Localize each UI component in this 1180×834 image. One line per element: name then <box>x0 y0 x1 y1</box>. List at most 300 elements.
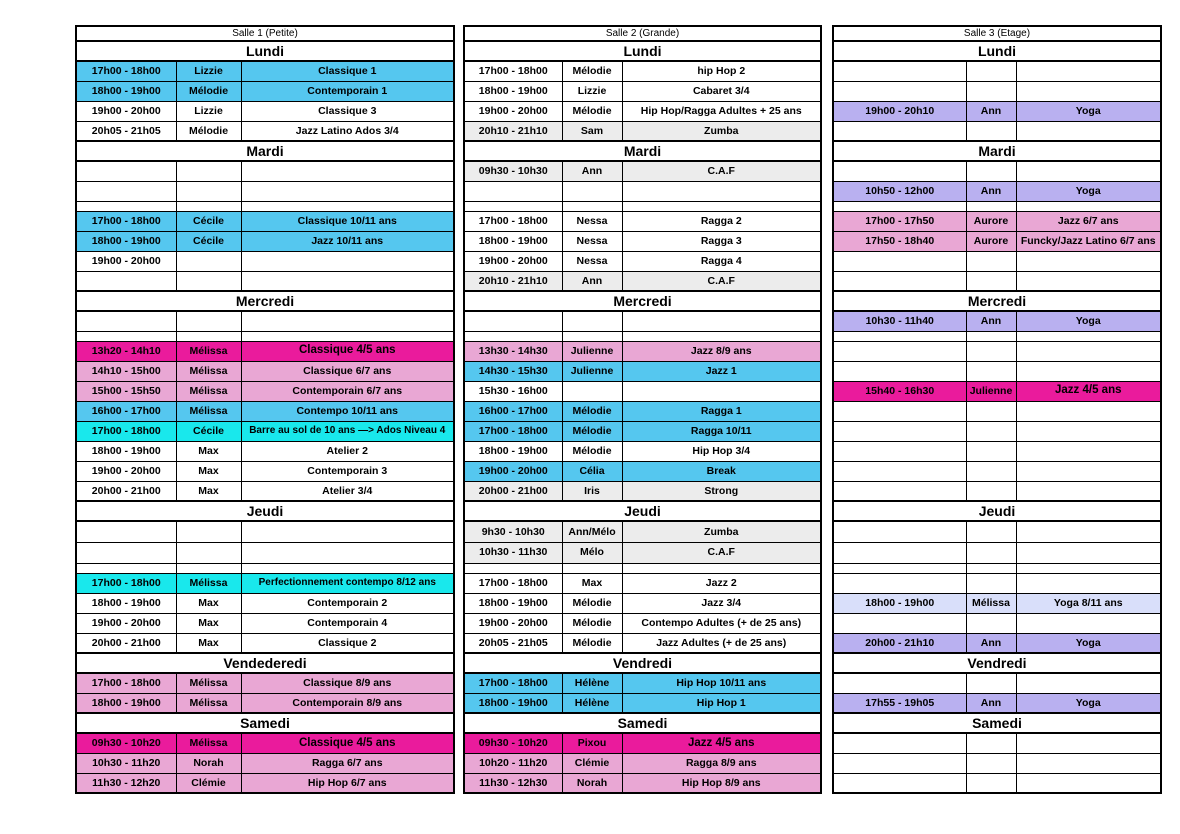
teacher-name: Ann <box>966 311 1016 331</box>
schedule-table <box>463 25 822 794</box>
course-name <box>1016 733 1161 753</box>
class-row <box>76 461 454 481</box>
class-row <box>833 753 1161 773</box>
time-slot: 17h00 - 18h00 <box>76 211 176 231</box>
course-name <box>241 161 454 181</box>
teacher-name <box>562 181 622 201</box>
teacher-name: Cécile <box>176 211 241 231</box>
teacher-name <box>966 161 1016 181</box>
day-header: Mardi <box>464 141 821 161</box>
time-slot: 18h00 - 19h00 <box>76 593 176 613</box>
course-name <box>1016 441 1161 461</box>
time-slot <box>833 161 966 181</box>
course-name: hip Hop 2 <box>622 61 821 81</box>
time-slot <box>833 341 966 361</box>
course-name: Jazz 3/4 <box>622 593 821 613</box>
time-slot <box>833 61 966 81</box>
course-name: Jazz 1 <box>622 361 821 381</box>
time-slot <box>464 311 562 331</box>
class-row <box>76 733 454 753</box>
class-row <box>833 271 1161 291</box>
class-row <box>76 753 454 773</box>
teacher-name <box>966 331 1016 341</box>
class-row <box>833 773 1161 793</box>
class-row <box>833 231 1161 251</box>
course-name: Hip Hop 10/11 ans <box>622 673 821 693</box>
course-name: Ragga 3 <box>622 231 821 251</box>
course-name: Ragga 8/9 ans <box>622 753 821 773</box>
schedule-table <box>75 25 455 794</box>
teacher-name: Nessa <box>562 251 622 271</box>
course-name: Contemporain 4 <box>241 613 454 633</box>
teacher-name <box>176 542 241 563</box>
class-row <box>464 542 821 563</box>
class-row <box>833 101 1161 121</box>
time-slot: 18h00 - 19h00 <box>76 231 176 251</box>
teacher-name: Mélodie <box>562 401 622 421</box>
class-row <box>464 101 821 121</box>
time-slot <box>833 401 966 421</box>
teacher-name <box>966 733 1016 753</box>
teacher-name <box>176 311 241 331</box>
time-slot: 09h30 - 10h30 <box>464 161 562 181</box>
course-name: Strong <box>622 481 821 501</box>
teacher-name <box>966 521 1016 542</box>
teacher-name <box>966 542 1016 563</box>
room-schedule-salle-1 <box>75 25 455 794</box>
time-slot: 17h00 - 18h00 <box>464 673 562 693</box>
class-row <box>76 251 454 271</box>
teacher-name: Cécile <box>176 231 241 251</box>
class-row <box>464 381 821 401</box>
day-header: Mardi <box>76 141 454 161</box>
class-row <box>464 341 821 361</box>
class-row <box>833 181 1161 201</box>
teacher-name <box>966 251 1016 271</box>
time-slot: 18h00 - 19h00 <box>464 441 562 461</box>
course-name <box>1016 331 1161 341</box>
time-slot <box>833 271 966 291</box>
time-slot <box>833 773 966 793</box>
class-row <box>833 461 1161 481</box>
time-slot: 14h30 - 15h30 <box>464 361 562 381</box>
class-row <box>833 211 1161 231</box>
class-row <box>464 521 821 542</box>
teacher-name <box>966 461 1016 481</box>
class-row <box>833 81 1161 101</box>
teacher-name: Mélo <box>562 542 622 563</box>
teacher-name: Mélodie <box>562 593 622 613</box>
class-row <box>464 693 821 713</box>
time-slot: 17h00 - 18h00 <box>464 61 562 81</box>
course-name: Jazz 10/11 ans <box>241 231 454 251</box>
day-header: Samedi <box>464 713 821 733</box>
class-row <box>833 251 1161 271</box>
time-slot <box>76 181 176 201</box>
class-row <box>833 401 1161 421</box>
course-name: Yoga <box>1016 311 1161 331</box>
class-row <box>833 693 1161 713</box>
teacher-name: Aurore <box>966 231 1016 251</box>
course-name: Hip Hop/Ragga Adultes + 25 ans <box>622 101 821 121</box>
course-name: Hip Hop 3/4 <box>622 441 821 461</box>
class-row <box>76 181 454 201</box>
class-row <box>464 201 821 211</box>
course-name <box>1016 563 1161 573</box>
course-name <box>1016 773 1161 793</box>
class-row <box>76 331 454 341</box>
teacher-name: Mélodie <box>562 633 622 653</box>
day-header: Mercredi <box>833 291 1161 311</box>
teacher-name <box>176 251 241 271</box>
course-name: Jazz Latino Ados 3/4 <box>241 121 454 141</box>
time-slot <box>833 201 966 211</box>
course-name <box>241 311 454 331</box>
class-row <box>76 381 454 401</box>
time-slot: 20h00 - 21h00 <box>76 633 176 653</box>
course-name <box>1016 271 1161 291</box>
time-slot: 19h00 - 20h00 <box>464 251 562 271</box>
time-slot: 20h00 - 21h10 <box>833 633 966 653</box>
course-name <box>241 271 454 291</box>
class-row <box>76 341 454 361</box>
time-slot <box>833 361 966 381</box>
class-row <box>833 733 1161 753</box>
class-row <box>833 341 1161 361</box>
course-name <box>622 331 821 341</box>
time-slot <box>833 753 966 773</box>
class-row <box>464 61 821 81</box>
class-row <box>464 231 821 251</box>
class-row <box>464 251 821 271</box>
time-slot: 17h00 - 18h00 <box>464 573 562 593</box>
class-row <box>464 211 821 231</box>
teacher-name: Ann <box>966 693 1016 713</box>
day-header: Samedi <box>76 713 454 733</box>
course-name <box>1016 201 1161 211</box>
teacher-name: Célia <box>562 461 622 481</box>
teacher-name <box>966 361 1016 381</box>
day-header: Lundi <box>464 41 821 61</box>
class-row <box>833 61 1161 81</box>
teacher-name <box>966 573 1016 593</box>
teacher-name: Julienne <box>966 381 1016 401</box>
course-name: Classique 3 <box>241 101 454 121</box>
class-row <box>76 573 454 593</box>
day-header: Samedi <box>833 713 1161 733</box>
time-slot: 20h05 - 21h05 <box>464 633 562 653</box>
time-slot <box>833 573 966 593</box>
course-name <box>1016 401 1161 421</box>
teacher-name: Mélodie <box>562 441 622 461</box>
class-row <box>76 121 454 141</box>
course-name: Hip Hop 8/9 ans <box>622 773 821 793</box>
course-name: Classique 2 <box>241 633 454 653</box>
time-slot: 20h10 - 21h10 <box>464 271 562 291</box>
teacher-name <box>176 181 241 201</box>
teacher-name <box>966 341 1016 361</box>
class-row <box>76 773 454 793</box>
time-slot: 18h00 - 19h00 <box>76 693 176 713</box>
class-row <box>76 441 454 461</box>
teacher-name <box>966 61 1016 81</box>
teacher-name <box>966 81 1016 101</box>
class-row <box>76 211 454 231</box>
course-name <box>622 311 821 331</box>
class-row <box>464 421 821 441</box>
course-name: Contempo 10/11 ans <box>241 401 454 421</box>
teacher-name: Nessa <box>562 211 622 231</box>
teacher-name <box>176 331 241 341</box>
time-slot: 17h00 - 17h50 <box>833 211 966 231</box>
class-row <box>464 181 821 201</box>
time-slot: 19h00 - 20h00 <box>76 251 176 271</box>
time-slot <box>833 733 966 753</box>
time-slot: 17h55 - 19h05 <box>833 693 966 713</box>
teacher-name <box>966 401 1016 421</box>
course-name: Break <box>622 461 821 481</box>
day-header: Mardi <box>833 141 1161 161</box>
time-slot: 20h00 - 21h00 <box>464 481 562 501</box>
teacher-name <box>966 271 1016 291</box>
course-name <box>1016 481 1161 501</box>
class-row <box>464 81 821 101</box>
teacher-name: Mélissa <box>966 593 1016 613</box>
class-row <box>76 421 454 441</box>
teacher-name: Hélène <box>562 693 622 713</box>
course-name: Contempo Adultes (+ de 25 ans) <box>622 613 821 633</box>
course-name: Yoga <box>1016 693 1161 713</box>
class-row <box>833 481 1161 501</box>
class-row <box>464 773 821 793</box>
class-row <box>464 481 821 501</box>
course-name: C.A.F <box>622 542 821 563</box>
class-row <box>464 311 821 331</box>
teacher-name: Mélissa <box>176 401 241 421</box>
teacher-name <box>966 753 1016 773</box>
time-slot <box>76 563 176 573</box>
teacher-name: Ann <box>562 271 622 291</box>
teacher-name <box>562 381 622 401</box>
teacher-name <box>966 201 1016 211</box>
class-row <box>833 521 1161 542</box>
teacher-name: Mélodie <box>562 101 622 121</box>
course-name <box>1016 251 1161 271</box>
time-slot: 20h05 - 21h05 <box>76 121 176 141</box>
time-slot <box>833 563 966 573</box>
teacher-name: Sam <box>562 121 622 141</box>
class-row <box>464 271 821 291</box>
course-name: Hip Hop 1 <box>622 693 821 713</box>
time-slot: 10h50 - 12h00 <box>833 181 966 201</box>
course-name <box>1016 341 1161 361</box>
course-name <box>1016 61 1161 81</box>
class-row <box>76 593 454 613</box>
class-row <box>833 441 1161 461</box>
room-title: Salle 2 (Grande) <box>464 26 821 41</box>
class-row <box>833 381 1161 401</box>
class-row <box>76 613 454 633</box>
teacher-name <box>562 331 622 341</box>
class-row <box>76 542 454 563</box>
teacher-name: Max <box>176 461 241 481</box>
course-name: C.A.F <box>622 161 821 181</box>
day-header: Vendredi <box>833 653 1161 673</box>
course-name <box>1016 753 1161 773</box>
day-header: Jeudi <box>464 501 821 521</box>
time-slot: 17h50 - 18h40 <box>833 231 966 251</box>
time-slot: 18h00 - 19h00 <box>76 81 176 101</box>
course-name: Jazz 8/9 ans <box>622 341 821 361</box>
class-row <box>833 613 1161 633</box>
class-row <box>833 421 1161 441</box>
day-header: Lundi <box>833 41 1161 61</box>
time-slot <box>76 521 176 542</box>
time-slot: 16h00 - 17h00 <box>464 401 562 421</box>
time-slot: 11h30 - 12h20 <box>76 773 176 793</box>
course-name <box>1016 121 1161 141</box>
teacher-name: Ann <box>966 101 1016 121</box>
teacher-name: Nessa <box>562 231 622 251</box>
time-slot: 19h00 - 20h00 <box>76 613 176 633</box>
teacher-name <box>966 481 1016 501</box>
day-header: Lundi <box>76 41 454 61</box>
time-slot <box>833 421 966 441</box>
time-slot <box>833 481 966 501</box>
teacher-name: Julienne <box>562 341 622 361</box>
class-row <box>76 633 454 653</box>
course-name <box>622 563 821 573</box>
teacher-name: Ann <box>966 181 1016 201</box>
time-slot <box>833 81 966 101</box>
time-slot: 19h00 - 20h00 <box>76 461 176 481</box>
class-row <box>464 593 821 613</box>
teacher-name: Ann <box>562 161 622 181</box>
teacher-name: Max <box>562 573 622 593</box>
course-name: Zumba <box>622 521 821 542</box>
course-name: Jazz 4/5 ans <box>1016 381 1161 401</box>
course-name <box>1016 573 1161 593</box>
class-row <box>76 563 454 573</box>
course-name: Contemporain 6/7 ans <box>241 381 454 401</box>
time-slot: 10h20 - 11h20 <box>464 753 562 773</box>
course-name <box>1016 461 1161 481</box>
course-name <box>241 542 454 563</box>
course-name: Contemporain 3 <box>241 461 454 481</box>
course-name: Contemporain 1 <box>241 81 454 101</box>
class-row <box>833 311 1161 331</box>
course-name: Ragga 1 <box>622 401 821 421</box>
teacher-name <box>966 563 1016 573</box>
time-slot: 10h30 - 11h20 <box>76 753 176 773</box>
time-slot <box>833 521 966 542</box>
class-row <box>833 573 1161 593</box>
teacher-name: Lizzie <box>176 61 241 81</box>
course-name <box>622 381 821 401</box>
teacher-name: Ann/Mélo <box>562 521 622 542</box>
time-slot: 14h10 - 15h00 <box>76 361 176 381</box>
course-name: Funcky/Jazz Latino 6/7 ans <box>1016 231 1161 251</box>
time-slot <box>833 441 966 461</box>
time-slot: 17h00 - 18h00 <box>76 673 176 693</box>
teacher-name: Mélodie <box>562 421 622 441</box>
class-row <box>76 81 454 101</box>
class-row <box>76 693 454 713</box>
course-name: Contemporain 8/9 ans <box>241 693 454 713</box>
time-slot <box>464 331 562 341</box>
class-row <box>833 331 1161 341</box>
class-row <box>76 361 454 381</box>
course-name <box>241 563 454 573</box>
time-slot: 15h30 - 16h00 <box>464 381 562 401</box>
time-slot: 18h00 - 19h00 <box>464 231 562 251</box>
class-row <box>76 271 454 291</box>
time-slot <box>833 542 966 563</box>
day-header: Vendredi <box>464 653 821 673</box>
class-row <box>464 121 821 141</box>
class-row <box>76 521 454 542</box>
time-slot <box>833 461 966 481</box>
class-row <box>464 613 821 633</box>
time-slot: 13h30 - 14h30 <box>464 341 562 361</box>
class-row <box>76 161 454 181</box>
course-name: C.A.F <box>622 271 821 291</box>
room-title: Salle 1 (Petite) <box>76 26 454 41</box>
class-row <box>464 563 821 573</box>
course-name: Ragga 10/11 <box>622 421 821 441</box>
time-slot: 17h00 - 18h00 <box>76 61 176 81</box>
teacher-name: Max <box>176 593 241 613</box>
course-name <box>1016 673 1161 693</box>
teacher-name: Pixou <box>562 733 622 753</box>
time-slot <box>464 181 562 201</box>
class-row <box>464 361 821 381</box>
time-slot <box>464 563 562 573</box>
time-slot <box>76 311 176 331</box>
course-name: Classique 8/9 ans <box>241 673 454 693</box>
course-name: Ragga 2 <box>622 211 821 231</box>
time-slot <box>833 673 966 693</box>
class-row <box>833 563 1161 573</box>
class-row <box>76 231 454 251</box>
time-slot: 19h00 - 20h00 <box>464 613 562 633</box>
time-slot <box>464 201 562 211</box>
course-name: Ragga 4 <box>622 251 821 271</box>
room-schedule-salle-2 <box>463 25 822 794</box>
day-header: Mercredi <box>76 291 454 311</box>
schedule-table <box>832 25 1162 794</box>
time-slot <box>833 331 966 341</box>
room-title: Salle 3 (Etage) <box>833 26 1161 41</box>
course-name: Atelier 2 <box>241 441 454 461</box>
class-row <box>464 441 821 461</box>
time-slot: 20h10 - 21h10 <box>464 121 562 141</box>
time-slot: 19h00 - 20h00 <box>76 101 176 121</box>
time-slot <box>76 331 176 341</box>
teacher-name: Cécile <box>176 421 241 441</box>
teacher-name: Clémie <box>176 773 241 793</box>
class-row <box>76 101 454 121</box>
course-name <box>241 201 454 211</box>
time-slot: 16h00 - 17h00 <box>76 401 176 421</box>
course-name <box>622 201 821 211</box>
time-slot: 17h00 - 18h00 <box>464 421 562 441</box>
class-row <box>464 331 821 341</box>
time-slot <box>76 542 176 563</box>
teacher-name <box>966 421 1016 441</box>
time-slot: 17h00 - 18h00 <box>76 421 176 441</box>
teacher-name: Lizzie <box>562 81 622 101</box>
